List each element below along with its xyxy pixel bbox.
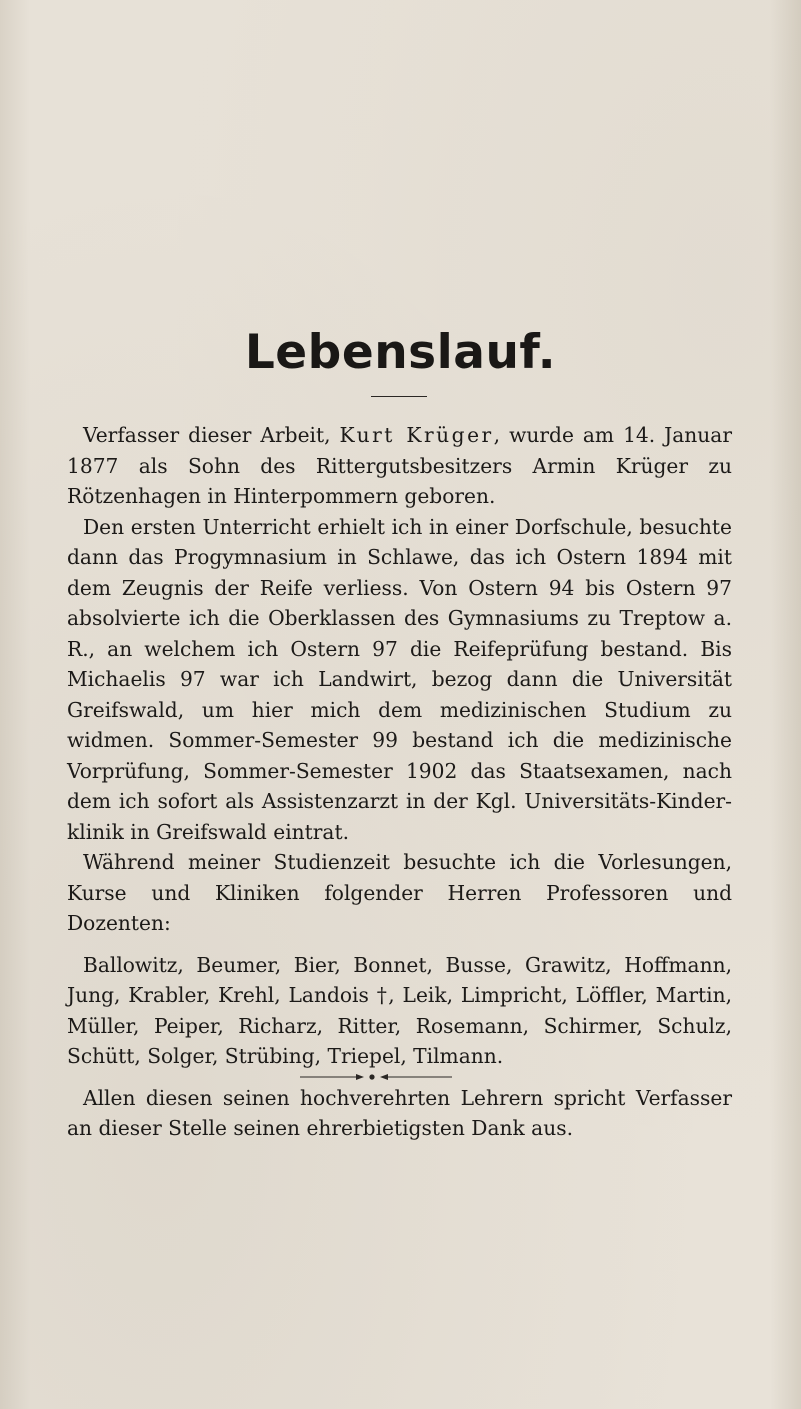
document-body <box>67 420 732 1144</box>
author-name: Kurt Krüger <box>339 423 494 447</box>
paragraph-professors-list: Ballowitz, Beumer, Bier, Bonnet, Busse, Grawitz, Hoffmann, Jung, Krabler, Krehl, Landois †, Leik, Limpricht, Löffler, Martin, Müller, Peiper, Richarz, Ritter, Rosemann, Schirmer, Schulz, Schütt, Solger, Strübing, Triepel, Tilmann. <box>67 952 732 1068</box>
intro-rest-text: , wurde am 14. Januar 1877 als Sohn des Rittergutsbesitzers Armin Krüger zu Rötzenhagen in Hinterpommern geboren. <box>67 423 732 508</box>
intro-lead-text: Verfasser dieser Arbeit, <box>83 423 340 447</box>
title-underline-rule <box>371 396 427 397</box>
paragraph-studies: Während meiner Studienzeit besuchte ich die Vorlesungen, Kurse und Kliniken folgender Herren Professoren und Dozenten: <box>67 850 732 935</box>
page-title: Lebenslauf. <box>244 325 557 380</box>
paragraph-education: Den ersten Unterricht erhielt ich in einer Dorfschule, besuchte dann das Progymnasium in Schlawe, das ich Ostern 1894 mit dem Zeugnis der Reife verliess. Von Ostern 94 bis Ostern 97 absolvierte ich die Oberklassen des Gymnasiums zu Treptow a. R., an welchem ich Ostern 97 die Reifeprüfung bestand. Bis Michaelis 97 war ich Landwirt, bezog dann die Universität Greifswald, um hier mich dem medizinischen Studium zu widmen. Sommer-Semester 99 bestand ich die medizinische Vorprüfung, Sommer-Semester 1902 das Staatsexamen, nach dem ich sofort als Assistenzarzt in der Kgl. Universitäts-Kinder-klinik in Greifswald eintrat. <box>67 514 732 844</box>
paragraph-thanks: Allen diesen seinen hochverehrten Lehrern spricht Verfasser an dieser Stelle seinen ehrerbietigsten Dank aus. <box>67 1085 732 1140</box>
end-ornament-icon <box>300 1071 452 1083</box>
paragraph-intro <box>67 420 732 512</box>
